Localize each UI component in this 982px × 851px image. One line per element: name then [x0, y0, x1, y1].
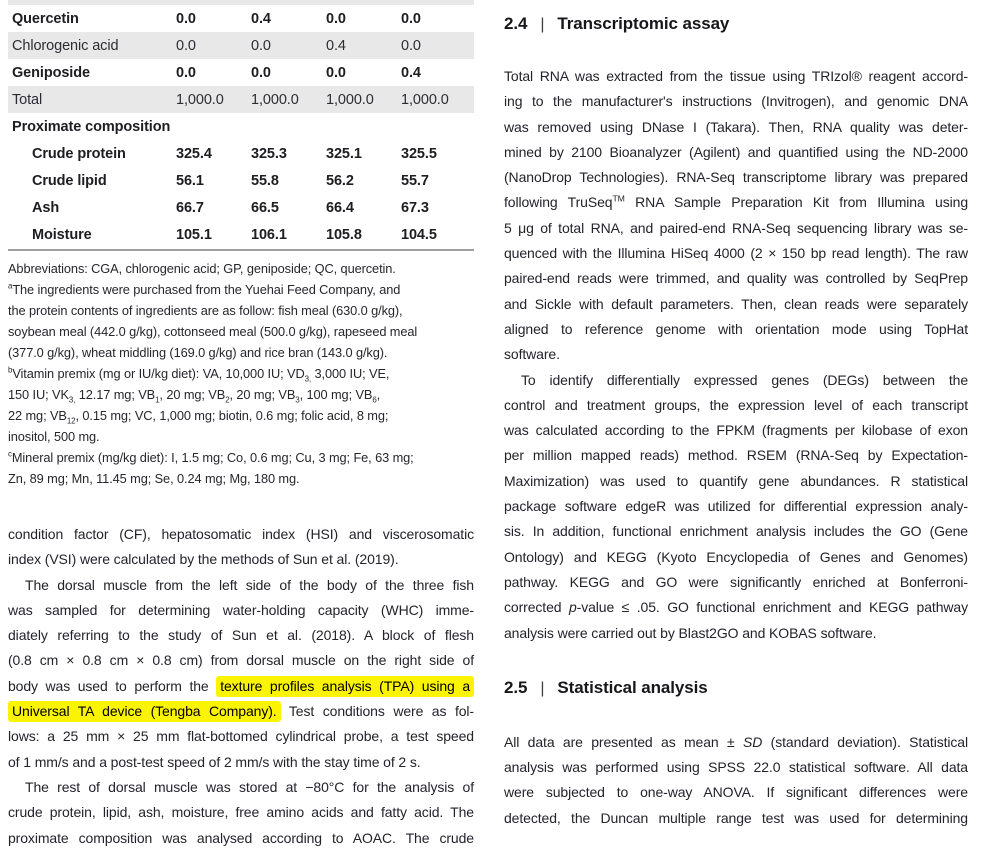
diet-composition-table [8, 0, 474, 251]
table-cell-value: 66.5 [251, 199, 279, 216]
paragraph [504, 64, 968, 368]
text-line: was calculated according to the FPKM (fragments per kilobase of exon [504, 422, 968, 439]
table-cell-value: 56.1 [176, 172, 204, 189]
highlight: texture profiles analysis (TPA) using a [216, 676, 474, 697]
table-cell-value: 1,000.0 [251, 91, 299, 108]
table-footnotes [8, 258, 474, 489]
text-line: package software edgeR was utilized for differential expression analy- [504, 498, 968, 515]
table-cell-value: 0.0 [176, 10, 196, 27]
text-line: was sampled for determining water-holding capacity (WHC) imme- [8, 601, 474, 618]
table-cell-value: 1,000.0 [401, 91, 449, 108]
table-cell-value: 55.8 [251, 172, 279, 189]
footnote-line: inositol, 500 mg. [8, 429, 100, 444]
text-line: Maximization) was used to quantify gene abundances. R statistical [504, 472, 968, 489]
text-line: software. [504, 346, 560, 363]
paragraph [8, 775, 474, 851]
left-body-text [8, 522, 474, 851]
text-line: per million mapped reads) method. RSEM (RNA-Seq by Expectation- [504, 447, 968, 464]
table-row [8, 113, 474, 140]
footnote-line: soybean meal (442.0 g/kg), cottonseed meal (500.0 g/kg), rapeseed meal [8, 324, 418, 339]
table-cell-value: 325.5 [401, 145, 437, 162]
table-cell-value: 0.0 [326, 10, 346, 27]
table-cell-label: Chlorogenic acid [12, 37, 119, 54]
table-row [8, 194, 474, 221]
highlight: Universal TA device (Tengba Company). [8, 701, 281, 722]
paragraph [8, 522, 474, 573]
table-cell-value: 325.3 [251, 145, 287, 162]
text-line: quenced with the Illumina HiSeq 4000 (2 × 150 bp read length). The raw [504, 245, 968, 262]
text-line: Ontology) and KEGG (Kyoto Encyclopedia of Genes and Genomes) [504, 548, 968, 565]
text-line: following TruSeq™ RNA Sample Preparation Kit from Illumina using [504, 193, 969, 211]
heading-title: Transcriptomic assay [557, 14, 730, 33]
heading-number: 2.4 [504, 14, 528, 33]
table-cell-label: Total [12, 91, 43, 108]
table-cell-label: Ash [32, 199, 60, 216]
text-line: were subjected to one-way ANOVA. If significant differences were [504, 784, 968, 801]
section-heading [504, 646, 968, 698]
table-row [8, 86, 474, 113]
table-cell-label: Crude lipid [32, 172, 107, 189]
table-cell-value: 0.0 [176, 64, 196, 81]
table-body [8, 5, 474, 248]
paragraph [8, 573, 474, 775]
text-line: body was used to perform the texture profiles analysis (TPA) using a [8, 674, 474, 699]
footnote-line: Abbreviations: CGA, chlorogenic acid; GP, geniposide; QC, quercetin. [8, 261, 396, 276]
table-cell-label: Crude protein [32, 145, 126, 162]
text-line: control and treatment groups, the expression level of each transcript [504, 396, 968, 413]
footnote-line: 150 IU; $VK_{3,}$ 12.17 mg; $VB_1$, 20 mg; $VB_2$, 20 mg; $VB_3$, 100 mg; $VB_6$, [8, 387, 381, 405]
table-row [8, 32, 474, 59]
text-line: and Sickle with default parameters. Then, clean reads were separately [504, 295, 968, 312]
text-line: corrected p-value ≤ .05. GO functional enrichment and KEGG pathway [504, 599, 968, 616]
table-cell-value: 1,000.0 [176, 91, 224, 108]
table-cell-value: 0.0 [251, 37, 271, 54]
section-statistical-analysis [504, 646, 968, 831]
table-cell-label: Geniposide [12, 64, 90, 81]
table-cell-value: 325.4 [176, 145, 212, 162]
table-cell-value: 1,000.0 [326, 91, 374, 108]
heading-title: Statistical analysis [557, 677, 708, 697]
table-cell-value: 106.1 [251, 226, 287, 243]
footnote-line: the protein contents of ingredients are as follow: fish meal (630.0 g/kg), [8, 303, 403, 318]
text-line: crude protein, lipid, ash, moisture, free amino acids and fatty acid. The [8, 804, 474, 821]
paragraph [504, 368, 968, 646]
text-line: condition factor (CF), hepatosomatic index (HSI) and viscerosomatic [8, 526, 474, 542]
text-line: was removed using DNase I (Takara). Then, RNA quality was deter- [504, 118, 968, 135]
text-line: index (VSI) were calculated by the methods of Sun et al. (2019). [8, 551, 399, 568]
table-cell-value: 0.4 [251, 10, 271, 27]
text-line: (NanoDrop Technologies). RNA-Seq transcriptome library was prepared [504, 169, 968, 186]
heading-divider: | [540, 679, 545, 697]
table-row [8, 5, 474, 32]
text-line: All data are presented as mean ± SD (standard deviation). Statistical [504, 733, 968, 750]
table-cell-value: 0.4 [401, 64, 421, 81]
table-cell-value: 67.3 [401, 199, 429, 216]
table-cell-value: 105.8 [326, 226, 362, 243]
text-line: aligned to reference genome with orientation mode using TopHat [504, 320, 968, 337]
text-line: ing to the manufacturer's instructions (Invitrogen), and genomic DNA [504, 93, 968, 110]
text-line: lows: a 25 mm × 25 mm flat-bottomed cylindrical probe, a test speed [8, 728, 474, 745]
left-column [8, 0, 474, 851]
text-line: To identify differentially expressed genes (DEGs) between the [521, 371, 968, 388]
footnote-line: $^a$The ingredients were purchased from the Yuehai Feed Company, and [8, 281, 401, 297]
table-row [8, 221, 474, 248]
text-line: 5 μg of total RNA, and paired-end RNA-Seq sequencing library was se- [504, 219, 968, 236]
table-cell-value: 0.0 [401, 10, 421, 27]
table-cell-label: Proximate composition [12, 118, 171, 135]
text-line: Total RNA was extracted from the tissue using TRIzol® reagent accord- [504, 68, 968, 84]
footnote-line: $^c$Mineral premix (mg/kg diet): I, 1.5 mg; Co, 0.6 mg; Cu, 3 mg; Fe, 63 mg; [8, 449, 414, 465]
table-cell-value: 0.0 [326, 64, 346, 81]
table-bottom-rule [8, 249, 474, 251]
table-cell-value: 0.0 [401, 37, 421, 54]
text-line: analysis was performed using SPSS 22.0 statistical software. All data [504, 759, 968, 776]
text-line: The dorsal muscle from the left side of the body of the three fish [25, 576, 474, 593]
table-cell-value: 66.7 [176, 199, 204, 216]
table-cell-label: Moisture [32, 226, 92, 243]
footnote-line: $^b$Vitamin premix (mg or IU/kg diet): VA, 10,000 IU; $VD_{3,}$ 3,000 IU; VE, [8, 365, 390, 384]
text-line: paired-end reads were trimmed, and quality was controlled by SeqPrep [504, 270, 968, 287]
right-column [504, 0, 968, 831]
table-cell-value: 0.4 [326, 37, 346, 54]
table-cell-value: 325.1 [326, 145, 362, 162]
table-cell-label: Quercetin [12, 10, 79, 27]
section-body [504, 64, 968, 646]
table-cell-value: 105.1 [176, 226, 212, 243]
footnote-line: Zn, 89 mg; Mn, 11.45 mg; Se, 0.24 mg; Mg, 180 mg. [8, 471, 300, 486]
text-line: analysis were carried out by Blast2GO and KOBAS software. [504, 624, 877, 641]
text-line: of 1 mm/s and a post-test speed of 2 mm/s with the stay time of 2 s. [8, 753, 421, 770]
table-cell-value: 66.4 [326, 199, 354, 216]
text-line: Universal TA device (Tengba Company). Test conditions were as fol- [8, 699, 474, 724]
text-line: diately referring to the study of Sun et al. (2018). A block of flesh [8, 627, 474, 644]
table-row [8, 59, 474, 86]
table-cell-value: 0.0 [176, 37, 196, 54]
section-transcriptomic-assay [504, 0, 968, 646]
table-row [8, 140, 474, 167]
text-line: mined by 2100 Bioanalyzer (Agilent) and quantified using the ND-2000 [504, 143, 968, 160]
table-cell-value: 0.0 [251, 64, 271, 81]
section-heading [504, 0, 968, 34]
section-body [504, 730, 968, 831]
text-line: sis. In addition, functional enrichment analysis includes the GO (Gene [504, 523, 968, 540]
paragraph [504, 730, 968, 831]
table-cell-value: 56.2 [326, 172, 354, 189]
heading-number: 2.5 [504, 677, 528, 697]
text-line: (0.8 cm × 0.8 cm × 0.8 cm) from dorsal muscle on the right side of [8, 652, 474, 669]
table-cell-value: 104.5 [401, 226, 437, 243]
text-line: The rest of dorsal muscle was stored at −80°C for the analysis of [25, 778, 474, 795]
text-line: proximate composition was analysed according to AOAC. The crude [8, 829, 474, 846]
table-cell-value: 55.7 [401, 172, 429, 189]
text-line: detected, the Duncan multiple range test was used for determining [504, 809, 968, 826]
text-line: pathway. KEGG and GO were significantly enriched at Bonferroni- [504, 573, 968, 590]
table-row [8, 167, 474, 194]
footnote-line: 22 mg; $VB_{12}$, 0.15 mg; VC, 1,000 mg; biotin, 0.6 mg; folic acid, 8 mg; [8, 408, 389, 426]
footnote-line: (377.0 g/kg), wheat middling (169.0 g/kg) and rice bran (143.0 g/kg). [8, 345, 388, 360]
heading-divider: | [540, 16, 545, 33]
